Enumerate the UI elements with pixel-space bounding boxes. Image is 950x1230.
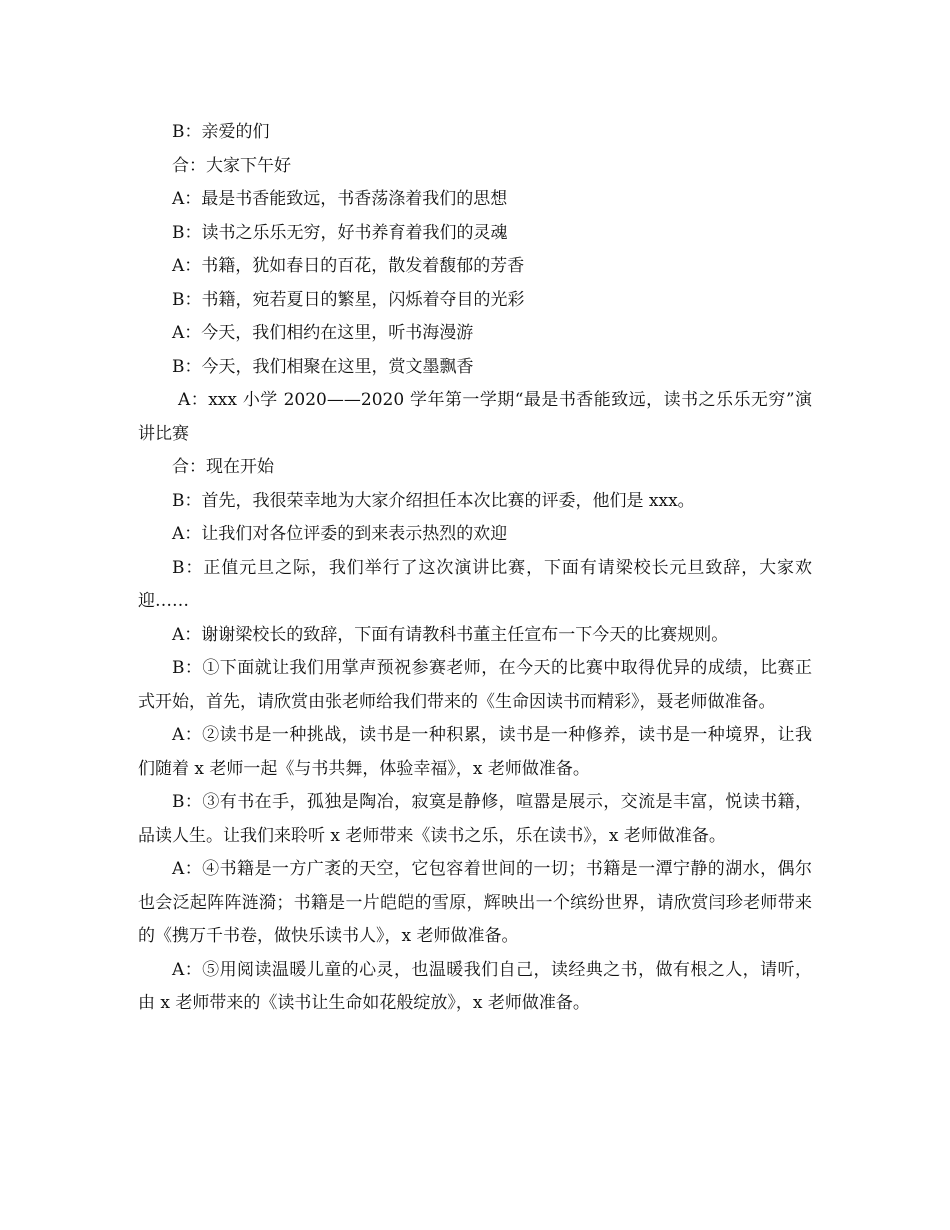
paragraph-11: B：首先，我很荣幸地为大家介绍担任本次比赛的评委，他们是 xxx。 [172, 490, 695, 511]
paragraph-8: B：今天，我们相聚在这里，赏文墨飘香 [172, 356, 474, 377]
document-body [138, 116, 812, 1021]
paragraph-2: 合：大家下午好 [172, 155, 291, 176]
paragraph-3: A：最是书香能致远，书香荡涤着我们的思想 [172, 189, 508, 209]
paragraph-7: A：今天，我们相约在这里，听书海漫游 [172, 323, 474, 343]
paragraph-4: B：读书之乐乐无穷，好书养育着我们的灵魂 [172, 222, 508, 243]
paragraph-17: B：③有书在手，孤独是陶冶，寂寞是静修，喧嚣是展示，交流是丰富，悦读书籍，品读人生。让我们来聆听 x 老师带来《读书之乐，乐在读书》，x 老师做准备。 [138, 792, 812, 846]
paragraph-5: A：书籍，犹如春日的百花，散发着馥郁的芳香 [172, 256, 525, 276]
paragraph-1: B：亲爱的们 [172, 122, 270, 142]
paragraph-6: B：书籍，宛若夏日的繁星，闪烁着夺目的光彩 [172, 289, 525, 310]
paragraph-13: B：正值元旦之际，我们举行了这次演讲比赛，下面有请梁校长元旦致辞，大家欢迎…… [138, 557, 812, 611]
paragraph-18: A：④书籍是一方广袤的天空，它包容着世间的一切；书籍是一潭宁静的湖水，偶尔也会泛起阵阵涟漪；书籍是一片皑皑的雪原，辉映出一个缤纷世界，请欣赏闫珍老师带来的《携万千书卷，做快乐读书人》，x 老师做准备。 [138, 859, 812, 946]
paragraph-16: A：②读书是一种挑战，读书是一种积累，读书是一种修养，读书是一种境界，让我们随着 x 老师一起《与书共舞，体验幸福》，x 老师做准备。 [138, 725, 812, 779]
paragraph-19: A：⑤用阅读温暖儿童的心灵，也温暖我们自己，读经典之书，做有根之人，请听，由 x 老师带来的《读书让生命如花般绽放》，x 老师做准备。 [138, 959, 812, 1013]
paragraph-14: A：谢谢梁校长的致辞，下面有请教科书董主任宣布一下今天的比赛规则。 [172, 624, 729, 645]
paragraph-12: A：让我们对各位评委的到来表示热烈的欢迎 [172, 524, 508, 544]
paragraph-9: A：xxx 小学 2020——2020 学年第一学期“最是书香能致远，读书之乐乐无穷”演讲比赛 [138, 390, 812, 444]
paragraph-15: B：①下面就让我们用掌声预祝参赛老师，在今天的比赛中取得优异的成绩，比赛正式开始，首先，请欣赏由张老师给我们带来的《生命因读书而精彩》，聂老师做准备。 [138, 658, 812, 712]
paragraph-10: 合：现在开始 [172, 457, 274, 477]
